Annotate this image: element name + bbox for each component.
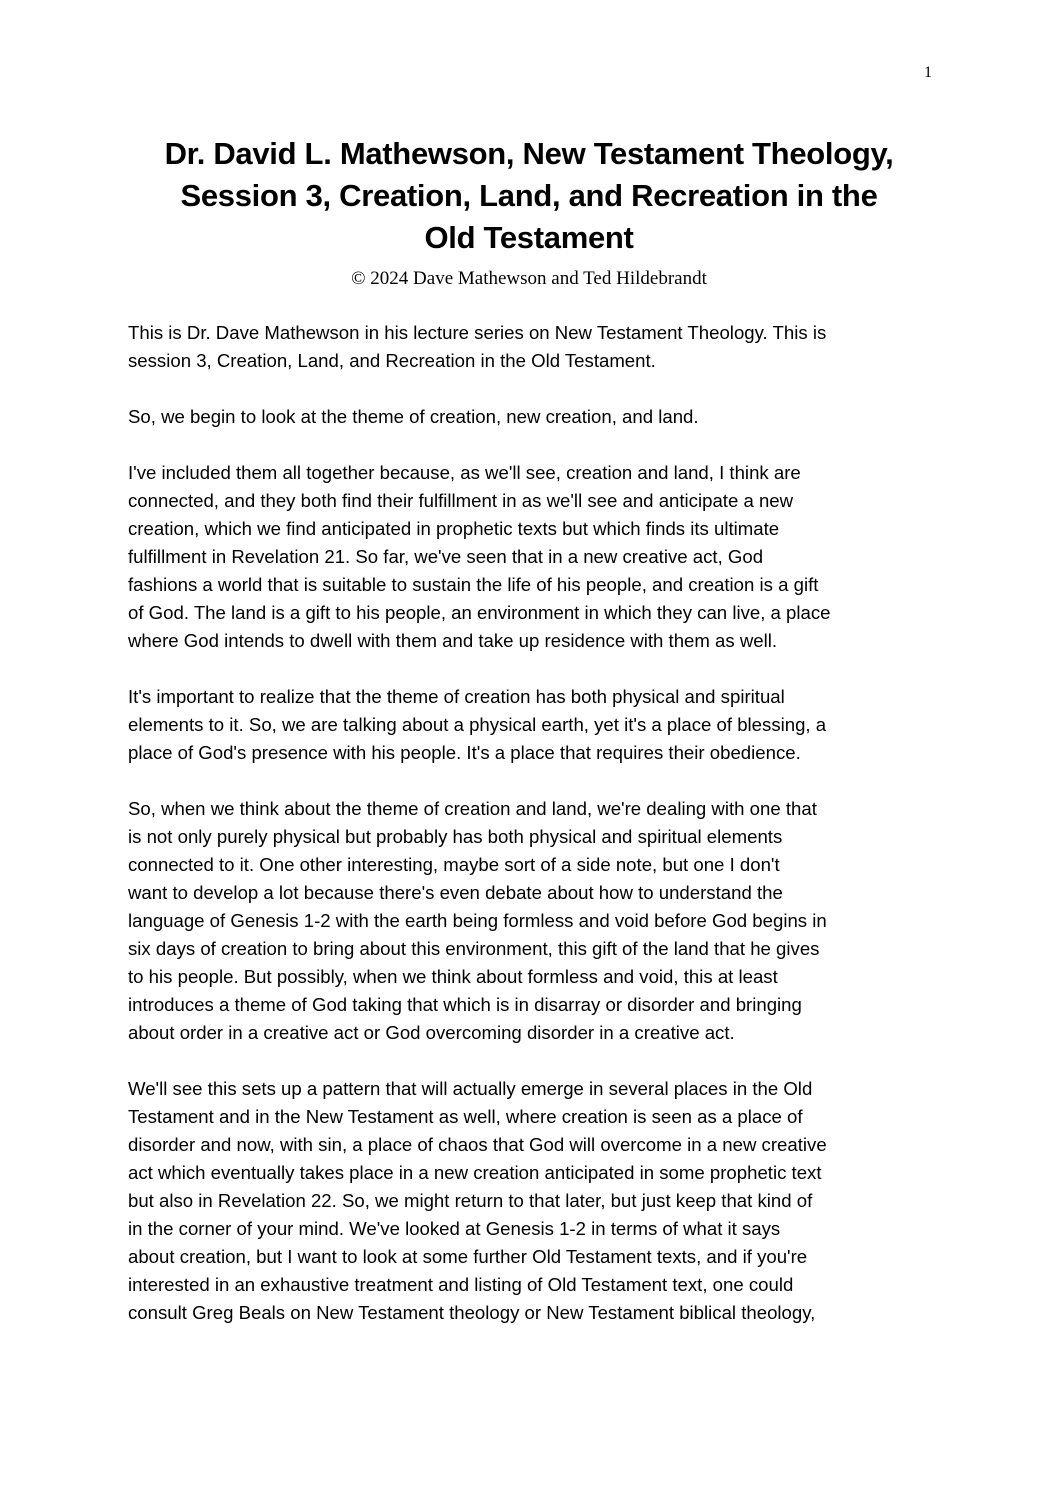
text-line: fashions a world that is suitable to sustain the life of his people, and creation is a gift <box>128 574 819 595</box>
text-line: consult Greg Beals on New Testament theology or New Testament biblical theology, <box>128 1302 816 1323</box>
text-line: connected to it. One other interesting, maybe sort of a side note, but one I don't <box>128 854 780 875</box>
paragraph <box>128 459 948 655</box>
text-line: place of God's presence with his people. It's a place that requires their obedience. <box>128 742 801 763</box>
paragraph <box>128 683 948 767</box>
text-line: session 3, Creation, Land, and Recreation in the Old Testament. <box>128 350 656 371</box>
text-line: six days of creation to bring about this environment, this gift of the land that he gives <box>128 938 820 959</box>
title-line: Old Testament <box>424 220 634 255</box>
title-line: Dr. David L. Mathewson, New Testament Theology, <box>164 136 894 171</box>
document-title <box>0 133 1058 259</box>
text-line: interested in an exhaustive treatment and listing of Old Testament text, one could <box>128 1274 794 1295</box>
text-line: I've included them all together because, as we'll see, creation and land, I think are <box>128 462 801 483</box>
text-line: about order in a creative act or God overcoming disorder in a creative act. <box>128 1022 735 1043</box>
text-line: creation, which we find anticipated in prophetic texts but which finds its ultimate <box>128 518 780 539</box>
text-line: Testament and in the New Testament as well, where creation is seen as a place of <box>128 1106 803 1127</box>
text-line: language of Genesis 1-2 with the earth being formless and void before God begins in <box>128 910 827 931</box>
text-line: This is Dr. Dave Mathewson in his lecture series on New Testament Theology. This is <box>128 322 827 343</box>
paragraph <box>128 795 948 1047</box>
text-line: but also in Revelation 22. So, we might return to that later, but just keep that kind of <box>128 1190 813 1211</box>
text-line: is not only purely physical but probably has both physical and spiritual elements <box>128 826 783 847</box>
page-number: 1 <box>924 64 932 81</box>
text-line: disorder and now, with sin, a place of chaos that God will overcome in a new creative <box>128 1134 827 1155</box>
text-line: in the corner of your mind. We've looked at Genesis 1-2 in terms of what it says <box>128 1218 781 1239</box>
text-line: to his people. But possibly, when we think about formless and void, this at least <box>128 966 778 987</box>
text-line: about creation, but I want to look at some further Old Testament texts, and if you're <box>128 1246 808 1267</box>
text-line: introduces a theme of God taking that which is in disarray or disorder and bringing <box>128 994 802 1015</box>
document-body <box>128 319 948 1355</box>
copyright-notice: © 2024 Dave Mathewson and Ted Hildebrandt <box>351 268 707 289</box>
text-line: So, we begin to look at the theme of creation, new creation, and land. <box>128 406 699 427</box>
text-line: of God. The land is a gift to his people, an environment in which they can live, a place <box>128 602 831 623</box>
text-line: elements to it. So, we are talking about a physical earth, yet it's a place of blessing, a <box>128 714 827 735</box>
text-line: want to develop a lot because there's even debate about how to understand the <box>128 882 783 903</box>
text-line: It's important to realize that the theme of creation has both physical and spiritual <box>128 686 785 707</box>
text-line: So, when we think about the theme of creation and land, we're dealing with one that <box>128 798 817 819</box>
paragraph <box>128 319 948 375</box>
text-line: We'll see this sets up a pattern that will actually emerge in several places in the Old <box>128 1078 813 1099</box>
text-line: connected, and they both find their fulfillment in as we'll see and anticipate a new <box>128 490 794 511</box>
paragraph <box>128 1075 948 1327</box>
text-line: fulfillment in Revelation 21. So far, we've seen that in a new creative act, God <box>128 546 764 567</box>
title-line: Session 3, Creation, Land, and Recreation in the <box>180 178 878 213</box>
text-line: act which eventually takes place in a new creation anticipated in some prophetic text <box>128 1162 822 1183</box>
text-line: where God intends to dwell with them and take up residence with them as well. <box>128 630 778 651</box>
paragraph <box>128 403 948 431</box>
